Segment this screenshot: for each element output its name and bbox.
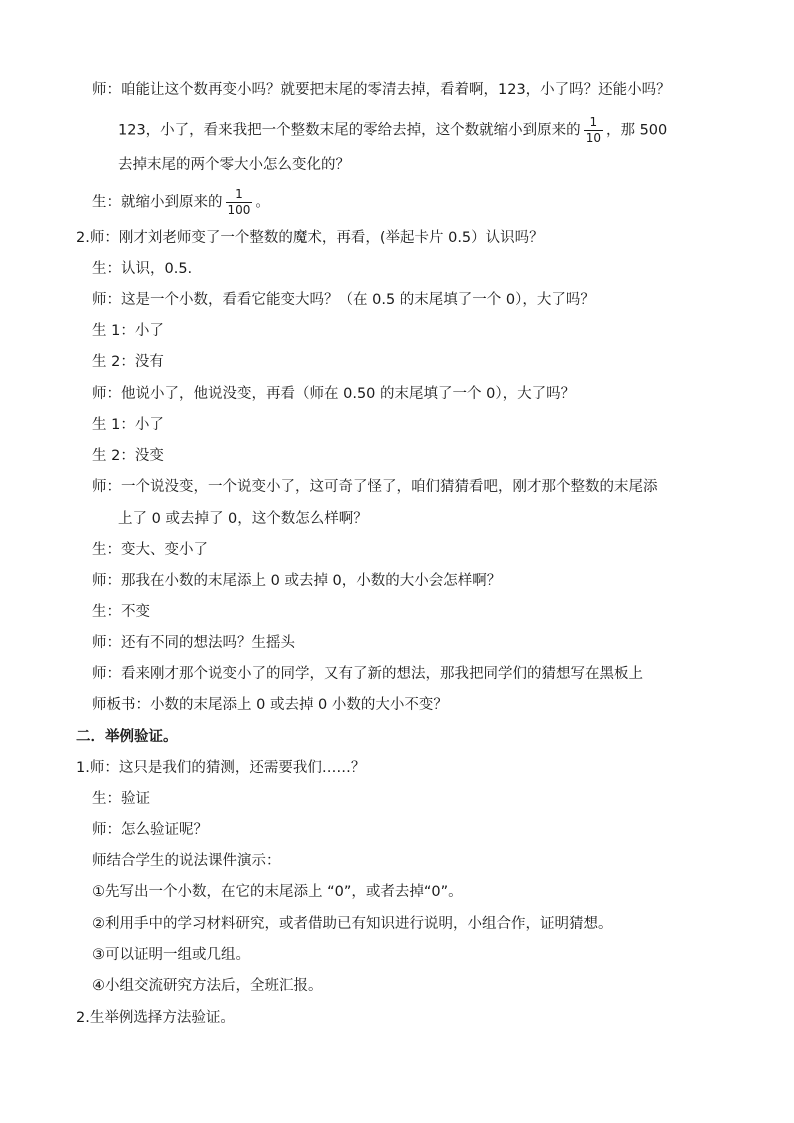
text-line: 师：怎么验证呢？ [92,822,208,838]
text-line: 生：验证 [92,791,150,807]
text-line: 师结合学生的说法课件演示： [92,853,281,869]
text-line: 师：看来刚才那个说变小了的同学，又有了新的想法，那我把同学们的猜想写在黑板上 [92,666,643,682]
fraction-denominator: 10 [585,131,601,145]
text-line: 师：那我在小数的末尾添上 0 或去掉 0，小数的大小会怎样啊？ [92,573,502,589]
text-line-with-fraction [118,116,667,145]
text-segment: 。 [255,194,270,211]
text-line-with-fraction [92,188,270,217]
text-line: 师：咱能让这个数再变小吗？就要把末尾的零清去掉，看着啊，123，小了吗？还能小吗？ [92,82,671,98]
text-line: 师：一个说没变，一个说变小了，这可奇了怪了，咱们猜猜看吧，刚才那个整数的末尾添 [92,479,658,495]
text-line: 生 1：小了 [92,323,164,339]
text-segment: ，那 500 [605,122,668,139]
text-line: 上了 0 或去掉了 0，这个数怎么样啊？ [118,511,368,527]
fraction-numerator: 1 [589,115,598,129]
text-segment: 生：就缩小到原来的 [92,194,223,211]
text-line: 师：这是一个小数，看看它能变大吗？（在 0.5 的末尾填了一个 0），大了吗？ [92,292,595,308]
text-line: 生：认识，0.5. [92,261,193,277]
fraction-numerator: 1 [235,187,243,201]
text-segment: 123，小了，看来我把一个整数末尾的零给去掉，这个数就缩小到原来的 [118,122,581,139]
text-line: 2.生举例选择方法验证。 [76,1010,235,1026]
section-heading: 二．举例验证。 [76,729,178,745]
list-item: ①先写出一个小数，在它的末尾添上 “0”，或者去掉“0”。 [92,884,463,900]
list-item: ②利用手中的学习材料研究，或者借助已有知识进行说明，小组合作，证明猜想。 [92,916,613,932]
fraction [226,188,253,217]
text-line: 师板书：小数的末尾添上 0 或去掉 0 小数的大小不变？ [92,697,448,713]
fraction [584,116,603,145]
text-line: 去掉末尾的两个零大小怎么变化的？ [118,157,350,173]
text-line: 生 2：没变 [92,448,164,464]
fraction-denominator: 100 [227,203,251,217]
text-line: 师：他说小了，他说没变，再看（师在 0.50 的末尾填了一个 0），大了吗？ [92,386,576,402]
text-line: 生：变大、变小了 [92,542,208,558]
text-line: 师：还有不同的想法吗？生摇头 [92,635,295,651]
list-item: ③可以证明一组或几组。 [92,947,250,963]
text-line: 2.师：刚才刘老师变了一个整数的魔术，再看，(举起卡片 0.5）认识吗？ [76,230,544,246]
text-line: 生 2：没有 [92,354,164,370]
list-item: ④小组交流研究方法后，全班汇报。 [92,978,323,994]
text-line: 生：不变 [92,604,150,620]
text-line: 1.师：这只是我们的猜测，还需要我们……？ [76,760,366,776]
text-line: 生 1：小了 [92,417,164,433]
